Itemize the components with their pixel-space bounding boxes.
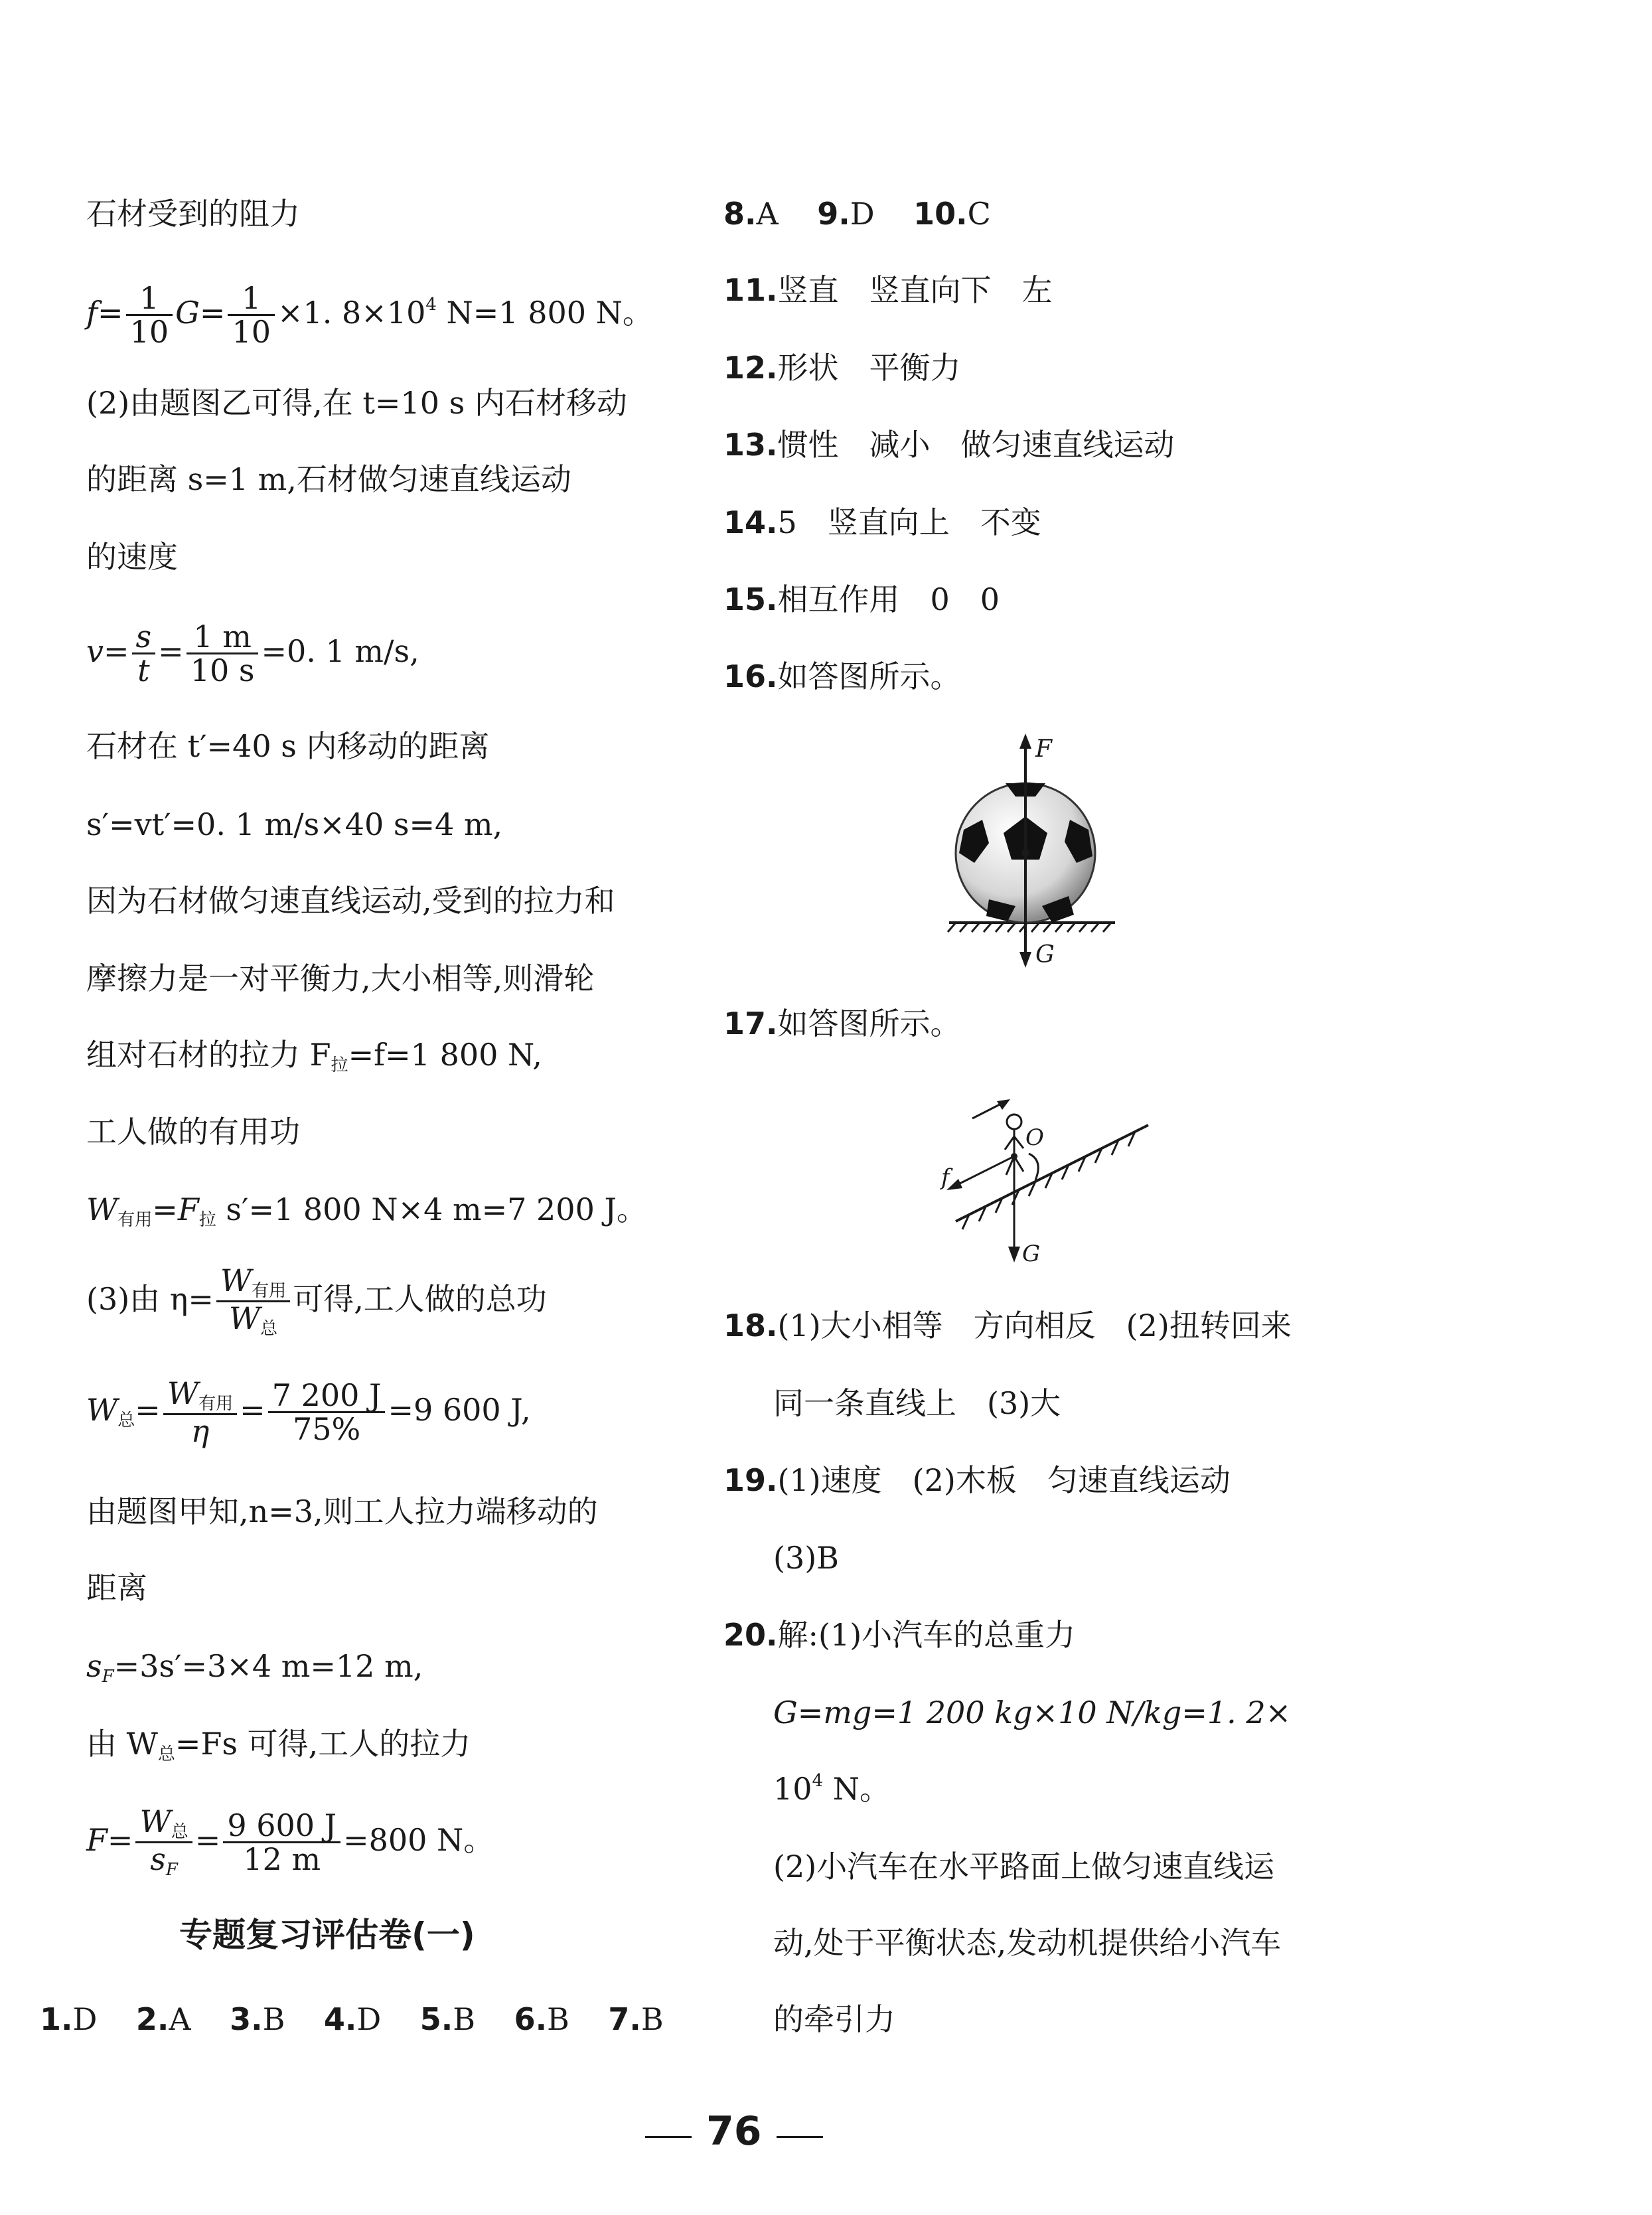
section-title: 专题复习评估卷(一) — [179, 1916, 475, 1954]
text-line: 摩擦力是一对平衡力,大小相等,则滑轮 — [86, 960, 595, 996]
numerator: 1 — [228, 282, 275, 316]
subscript: 总 — [157, 1744, 175, 1764]
formula-part: = — [135, 1391, 161, 1428]
formula-part: =f=1 800 N, — [348, 1037, 542, 1073]
formula-part: 可得,工人做的总功 — [293, 1280, 547, 1317]
formula-part: =3s′=3×4 m=12 m, — [113, 1648, 423, 1684]
answer-line — [773, 1771, 890, 1807]
question-number: 5. — [419, 2001, 453, 2037]
incline-force-diagram — [929, 1082, 1168, 1274]
formula-part: =Fs 可得,工人的拉力 — [175, 1726, 471, 1762]
question-number: 17. — [723, 1006, 778, 1041]
answer: 惯性 减小 做匀速直线运动 — [777, 427, 1175, 463]
force-arrow-G — [1008, 1156, 1020, 1262]
numerator: 9 600 J — [223, 1809, 340, 1843]
label-O: O — [1025, 1124, 1044, 1151]
answer-line — [723, 1006, 961, 1042]
denominator: 75% — [292, 1411, 361, 1448]
answer-line: 同一条直线上 (3)大 — [773, 1385, 1061, 1421]
formula-part: s — [86, 1648, 102, 1684]
answer: A — [169, 2001, 191, 2037]
answer-line: (3)B — [773, 1540, 839, 1576]
fraction — [163, 1377, 237, 1448]
formula-part: G= — [175, 294, 226, 331]
formula-part: (3)由 η= — [86, 1280, 214, 1317]
denominator: W — [228, 1300, 261, 1337]
formula-part: 组对石材的拉力 F — [86, 1037, 331, 1073]
fraction — [268, 1379, 386, 1446]
answer-line: 动,处于平衡状态,发动机提供给小汽车 — [773, 1925, 1282, 1961]
numerator: s — [132, 621, 156, 654]
fraction — [132, 621, 156, 687]
formula-line — [86, 1191, 647, 1231]
formula-line — [86, 621, 419, 687]
text-line: s′=vt′=0. 1 m/s×40 s=4 m, — [86, 806, 503, 842]
answer-line — [723, 1617, 1075, 1653]
answer: (1)大小相等 方向相反 (2)扭转回来 — [777, 1308, 1292, 1343]
text-line: (2)由题图乙可得,在 t=10 s 内石材移动 — [86, 385, 627, 421]
subscript: F — [165, 1860, 178, 1880]
question-number: 14. — [723, 504, 778, 540]
answer: 如答图所示。 — [777, 658, 961, 694]
answer: A — [756, 196, 779, 232]
motion-arrow — [972, 1099, 1010, 1118]
fraction — [126, 282, 173, 348]
formula-part: f= — [86, 294, 123, 331]
exponent: 4 — [812, 1771, 824, 1791]
denominator: η — [190, 1413, 210, 1450]
denominator: s — [150, 1841, 166, 1878]
fraction — [223, 1809, 340, 1876]
numerator: W — [167, 1375, 199, 1411]
formula-line — [86, 1264, 547, 1339]
answer: 如答图所示。 — [777, 1006, 961, 1041]
page-number — [631, 2107, 838, 2155]
fraction — [216, 1264, 290, 1339]
formula-part: =800 N。 — [343, 1821, 494, 1858]
question-number: 19. — [723, 1462, 778, 1498]
formula-line: $W_总=$ $\frac{W_{有用}}{\eta}$ = $\frac{7 200 J}{75\%}$ =9 600 J, — [86, 1375, 531, 1450]
answer: (1)速度 (2)木板 匀速直线运动 — [777, 1462, 1231, 1498]
fraction — [187, 621, 259, 687]
exponent: 4 — [425, 294, 437, 315]
fraction — [135, 1805, 192, 1880]
question-number: 12. — [723, 350, 778, 386]
text-line: 石材在 t′=40 s 内移动的距离 — [86, 728, 490, 764]
formula-part: =9 600 J, — [388, 1391, 531, 1428]
answer-line — [723, 504, 1041, 541]
answer: 相互作用 0 0 — [777, 581, 1000, 617]
numerator: 1 — [126, 282, 173, 316]
subscript: 有用 — [117, 1210, 153, 1230]
question-number: 2. — [135, 2001, 169, 2037]
answer: D — [356, 2001, 382, 2037]
subscript: 有用 — [252, 1281, 287, 1301]
answer: 5 竖直向上 不变 — [777, 504, 1041, 540]
question-number: 11. — [723, 272, 778, 308]
answer: 解:(1)小汽车的总重力 — [777, 1617, 1076, 1653]
answer: B — [547, 2001, 569, 2037]
text-line: 的距离 s=1 m,石材做匀速直线运动 — [86, 461, 571, 497]
question-number: 4. — [323, 2001, 357, 2037]
formula-part: =0. 1 m/s, — [261, 633, 419, 669]
formula-part: v= — [86, 633, 129, 669]
denominator: 12 m — [243, 1841, 321, 1878]
question-number: 3. — [230, 2001, 263, 2037]
answer-line — [723, 427, 1175, 463]
denominator: 10 — [232, 314, 271, 350]
incline-surface — [956, 1125, 1148, 1229]
answer: B — [640, 2001, 664, 2037]
subscript: 拉 — [331, 1055, 348, 1075]
formula-part: = — [158, 633, 184, 669]
label-G: G — [1035, 941, 1055, 968]
subscript: 拉 — [198, 1210, 216, 1230]
formula-line: F= $\frac{W_总}{s_F}$ = $\frac{9 600 J}{12 m}$ =800 N。 — [86, 1803, 494, 1880]
question-number: 18. — [723, 1308, 778, 1343]
formula-part: N。 — [823, 1771, 890, 1807]
page-number-text: 76 — [706, 2108, 762, 2155]
question-number: 8. — [723, 196, 757, 232]
label-F: F — [1035, 735, 1052, 763]
subscript: 有用 — [198, 1394, 234, 1414]
question-number: 13. — [723, 427, 778, 463]
answer-line: G=mg=1 200 kg×10 N/kg=1. 2× — [773, 1695, 1292, 1730]
text-line: 工人做的有用功 — [86, 1114, 300, 1150]
question-number: 15. — [723, 581, 778, 617]
subscript: 总 — [171, 1822, 188, 1842]
fraction — [228, 282, 275, 348]
denominator: t — [137, 652, 150, 689]
numerator: 7 200 J — [268, 1379, 386, 1413]
answer-line — [723, 272, 1053, 309]
formula-part: W — [86, 1191, 118, 1227]
numerator: W — [220, 1262, 252, 1298]
label-f: f — [941, 1164, 950, 1191]
formula-line — [86, 282, 653, 348]
text-line: 由题图甲知,n=3,则工人拉力端移动的 — [86, 1493, 598, 1529]
question-number: 20. — [723, 1617, 778, 1653]
question-number: 1. — [40, 2001, 73, 2037]
ground-hatching — [948, 923, 1115, 932]
formula-part: W — [86, 1391, 118, 1428]
answer: 竖直 竖直向下 左 — [777, 272, 1053, 308]
answer-line: (2)小汽车在水平路面上做匀速直线运 — [773, 1849, 1275, 1884]
answer: D — [72, 2001, 98, 2037]
formula-line — [86, 1726, 471, 1765]
numerator: W — [139, 1803, 171, 1839]
formula-part: =F — [152, 1191, 199, 1227]
text-line: 石材受到的阻力 — [86, 196, 300, 232]
answer-line — [723, 1308, 1292, 1344]
answer-row — [723, 196, 991, 232]
friction-arrow — [946, 1156, 1014, 1190]
soccer-ball-force-diagram — [923, 730, 1162, 982]
answer: 形状 平衡力 — [777, 350, 961, 386]
formula-line — [86, 1037, 542, 1076]
answer-line — [723, 1462, 1231, 1499]
answer-line — [723, 350, 961, 386]
text-line: 距离 — [86, 1570, 147, 1606]
subscript: 总 — [117, 1410, 135, 1430]
formula-part: 由 W — [86, 1726, 158, 1762]
answer-row — [40, 2001, 664, 2038]
label-G: G — [1022, 1241, 1041, 1267]
question-number: 10. — [913, 196, 968, 232]
answer-line — [723, 581, 1000, 618]
question-number: 16. — [723, 658, 778, 694]
answer: B — [262, 2001, 285, 2037]
formula-part: s′=1 800 N×4 m=7 200 J。 — [216, 1191, 647, 1227]
text-line: 的速度 — [86, 539, 178, 575]
answer-line — [723, 658, 961, 695]
denominator: 10 s — [190, 652, 255, 689]
formula-part: 10 — [773, 1771, 812, 1807]
question-number: 9. — [817, 196, 850, 232]
subscript: 总 — [260, 1319, 278, 1339]
text-line: 因为石材做匀速直线运动,受到的拉力和 — [86, 883, 615, 919]
denominator: 10 — [129, 314, 169, 350]
answer-line: 的牵引力 — [773, 2001, 895, 2037]
answer: B — [453, 2001, 476, 2037]
formula-part: ×1. 8×10 — [277, 294, 426, 331]
formula-part: N=1 800 N。 — [436, 294, 653, 331]
formula-line — [86, 1648, 423, 1687]
question-number: 6. — [514, 2001, 548, 2037]
numerator: 1 m — [187, 621, 259, 654]
question-number: 7. — [608, 2001, 641, 2037]
answer: C — [967, 196, 991, 232]
answer: D — [850, 196, 875, 232]
subscript: F — [102, 1667, 114, 1687]
formula-part: F= — [86, 1821, 133, 1858]
